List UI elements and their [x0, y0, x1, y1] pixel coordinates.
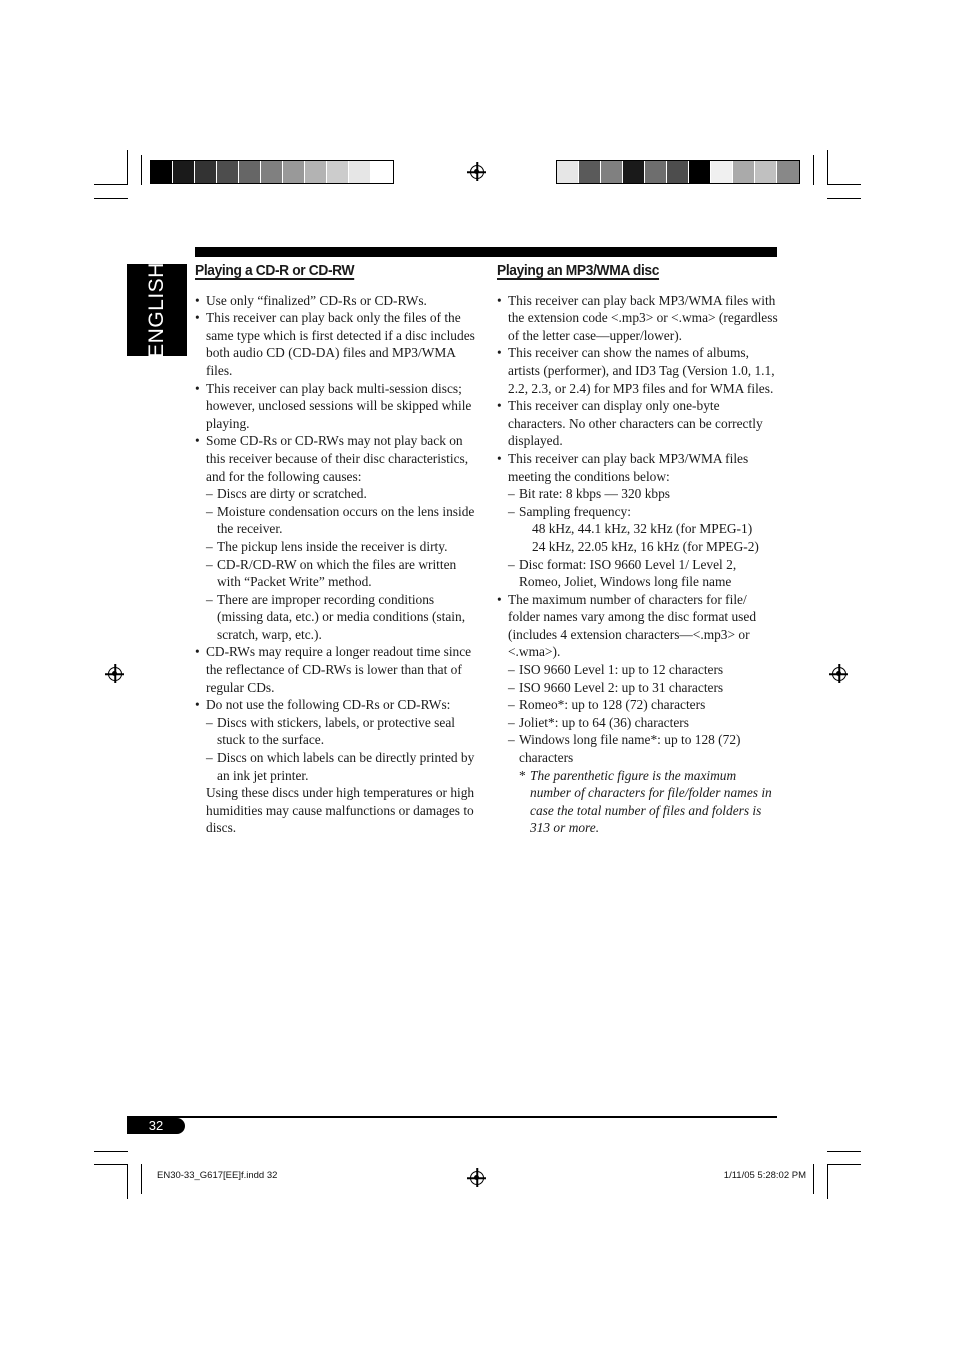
- warning-text: Using these discs under high temperatures or high humidities may cause malfunctions or damages to discs.: [206, 785, 475, 836]
- sub-item: – Moisture condensation occurs on the lens inside the receiver.: [206, 503, 477, 538]
- list-item: • This receiver can show the names of albums, artists (performer), and ID3 Tag (Version 1.0, 1.1, 2.2, 2.3, or 2.4) for MP3 files and for WMA files.: [497, 344, 779, 397]
- color-swatch: [579, 161, 601, 183]
- color-swatch: [239, 161, 261, 183]
- footnote: * The parenthetic figure is the maximum number of characters for file/folder names in case the total number of files and folders is 313 or more.: [508, 767, 779, 837]
- registration-mark-icon: [108, 667, 122, 681]
- language-tab-label: ENGLISH: [145, 262, 168, 358]
- crop-mark: [127, 150, 128, 185]
- crop-mark: [827, 150, 828, 185]
- color-swatch: [283, 161, 305, 183]
- color-swatch: [601, 161, 623, 183]
- color-calibration-bar-left: [150, 160, 394, 184]
- list-item: • Use only “finalized” CD-Rs or CD-RWs.: [195, 292, 477, 310]
- color-swatch: [371, 161, 393, 183]
- list-item: • CD-RWs may require a longer readout time since the reflectance of CD-RWs is lower than that of regular CDs.: [195, 643, 477, 696]
- sub-item: – Disc format: ISO 9660 Level 1/ Level 2, Romeo, Joliet, Windows long file name: [508, 556, 779, 591]
- list-item: • This receiver can play back multi-session discs; however, unclosed sessions will be skipped while playing.: [195, 380, 477, 433]
- crop-mark: [827, 1164, 861, 1165]
- sub-item: – Bit rate: 8 kbps — 320 kbps: [508, 485, 779, 503]
- registration-mark-icon: [470, 165, 484, 179]
- registration-mark-icon: [470, 1171, 484, 1185]
- color-swatch: [733, 161, 755, 183]
- registration-mark-icon: [832, 667, 846, 681]
- sub-item: – CD-R/CD-RW on which the files are written with “Packet Write” method.: [206, 556, 477, 591]
- color-swatch: [173, 161, 195, 183]
- frequency-line: 24 kHz, 22.05 kHz, 16 kHz (for MPEG-2): [532, 538, 759, 554]
- crop-mark: [141, 1164, 142, 1194]
- footer-rule: [127, 1116, 777, 1118]
- page-number: 32: [127, 1118, 185, 1134]
- color-swatch: [557, 161, 579, 183]
- crop-mark: [827, 184, 861, 185]
- color-calibration-bar-right: [556, 160, 800, 184]
- crop-mark: [94, 184, 128, 185]
- list-item: • This receiver can display only one-byte characters. No other characters can be correctly displayed.: [497, 397, 779, 450]
- file-slug: EN30-33_G617[EE]f.indd 32: [157, 1170, 278, 1181]
- sub-item: – ISO 9660 Level 2: up to 31 characters: [508, 679, 779, 697]
- color-swatch: [711, 161, 733, 183]
- crop-mark: [94, 1151, 128, 1152]
- sub-item: – There are improper recording conditions (missing data, etc.) or media conditions (stain, scratch, warp, etc.).: [206, 591, 477, 644]
- print-timestamp: 1/11/05 5:28:02 PM: [723, 1170, 806, 1181]
- sub-item: – Discs on which labels can be directly printed by an ink jet printer.: [206, 749, 477, 784]
- sub-item: – ISO 9660 Level 1: up to 12 characters: [508, 661, 779, 679]
- color-swatch: [261, 161, 283, 183]
- crop-mark: [827, 198, 861, 199]
- crop-mark: [94, 1164, 128, 1165]
- crop-mark: [827, 1164, 828, 1199]
- frequency-line: 48 kHz, 44.1 kHz, 32 kHz (for MPEG-1): [532, 521, 753, 537]
- section-title: Playing a CD-R or CD-RW: [195, 262, 355, 279]
- mp3-section: [497, 262, 779, 837]
- crop-mark: [813, 1164, 814, 1194]
- crop-mark: [127, 1164, 128, 1199]
- sub-item: – Joliet*: up to 64 (36) characters: [508, 714, 779, 732]
- list-item: • This receiver can play back MP3/WMA files meeting the conditions below: – Bit rate: 8 kbps — 320 kbps – Sampling frequency: 48 kHz, 44.1 kHz, 32 kHz (for MPEG-1) 24 kHz, 22.05 kHz, 16 kHz (for MPEG-2) – Disc format: ISO 9660 Level 1/ Level 2, Romeo, Joliet, Windows long file name: [497, 450, 779, 591]
- sub-item: – Windows long file name*: up to 128 (72) characters: [508, 731, 779, 766]
- list-item: • This receiver can play back only the files of the same type which is first detected if a disc includes both audio CD (CD-DA) files and MP3/WMA files.: [195, 309, 477, 379]
- color-swatch: [623, 161, 645, 183]
- sub-item: – Discs are dirty or scratched.: [206, 485, 477, 503]
- crop-mark: [813, 155, 814, 185]
- list-item: • Do not use the following CD-Rs or CD-RWs: – Discs with stickers, labels, or protective seal stuck to the surface. – Discs on which labels can be directly printed by an ink jet printer. Using these discs under high temperatures or high humidities may cause malfunctions or damages to discs.: [195, 696, 477, 837]
- language-tab: [127, 264, 187, 356]
- crop-mark: [827, 1151, 861, 1152]
- sub-item: – Sampling frequency: 48 kHz, 44.1 kHz, 32 kHz (for MPEG-1) 24 kHz, 22.05 kHz, 16 kHz (for MPEG-2): [508, 503, 779, 556]
- color-swatch: [645, 161, 667, 183]
- header-rule: [195, 247, 777, 257]
- color-swatch: [217, 161, 239, 183]
- sub-item: – The pickup lens inside the receiver is dirty.: [206, 538, 477, 556]
- color-swatch: [667, 161, 689, 183]
- color-swatch: [755, 161, 777, 183]
- color-swatch: [327, 161, 349, 183]
- list-item: • Some CD-Rs or CD-RWs may not play back on this receiver because of their disc characteristics, and for the following causes: – Discs are dirty or scratched. – Moisture condensation occurs on the lens inside the receiver. – The pickup lens inside the receiver is dirty. – CD-R/CD-RW on which the files are written with “Packet Write” method. – There are improper recording conditions (missing data, etc.) or media conditions (stain, scratch, warp, etc.).: [195, 432, 477, 643]
- color-swatch: [777, 161, 799, 183]
- list-item: • This receiver can play back MP3/WMA files with the extension code <.mp3> or <.wma> (regardless of the letter case—upper/lower).: [497, 292, 779, 345]
- color-swatch: [689, 161, 711, 183]
- color-swatch: [195, 161, 217, 183]
- color-swatch: [151, 161, 173, 183]
- sub-item: – Discs with stickers, labels, or protective seal stuck to the surface.: [206, 714, 477, 749]
- color-swatch: [349, 161, 371, 183]
- crop-mark: [141, 155, 142, 185]
- color-swatch: [305, 161, 327, 183]
- sub-item: – Romeo*: up to 128 (72) characters: [508, 696, 779, 714]
- list-item: • The maximum number of characters for file/ folder names vary among the disc format used (includes 4 extension characters—<.mp3> or <.wma>). – ISO 9660 Level 1: up to 12 characters – ISO 9660 Level 2: up to 31 characters – Romeo*: up to 128 (72) characters – Joliet*: up to 64 (36) characters – Windows long file name*: up to 128 (72) characters * The parenthetic figure is the maximum number of characters for file/folder names in case the total number of files and folders is 313 or more.: [497, 591, 779, 837]
- section-title: Playing an MP3/WMA disc: [497, 262, 660, 279]
- crop-mark: [94, 198, 128, 199]
- cdr-section: [195, 262, 477, 837]
